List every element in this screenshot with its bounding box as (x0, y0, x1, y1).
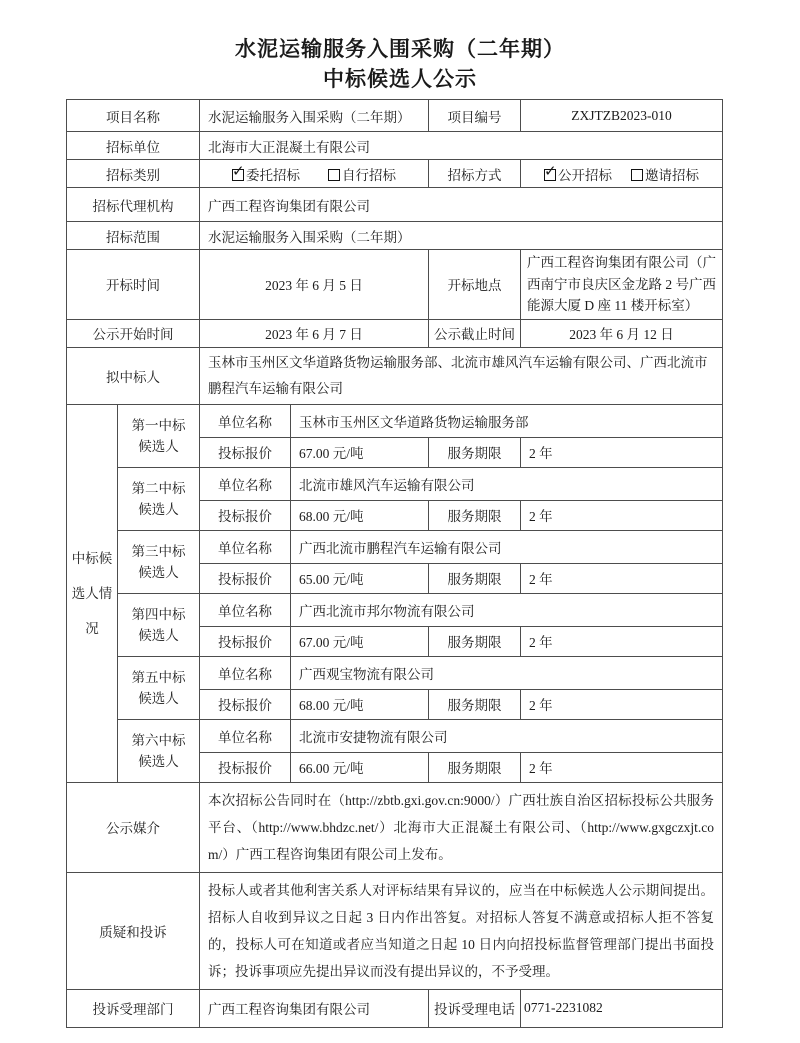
unit-name-label: 单位名称 (200, 404, 291, 437)
candidate-2-rank: 第二中标候选人 (118, 467, 200, 530)
service-period-label: 服务期限 (429, 689, 521, 719)
project-name-label: 项目名称 (67, 100, 200, 132)
bid-opening-time-label: 开标时间 (67, 250, 200, 320)
complaint-dept-label: 投诉受理部门 (67, 989, 200, 1027)
candidate-6-service-period: 2 年 (521, 752, 723, 782)
complaint-phone-label: 投诉受理电话 (429, 989, 521, 1027)
project-no-label: 项目编号 (429, 100, 521, 132)
publicity-start-value: 2023 年 6 月 7 日 (200, 319, 429, 347)
candidate-2-unit-name: 北流市雄风汽车运输有限公司 (291, 467, 723, 500)
tender-method-option-unchecked (631, 164, 699, 184)
project-name-value: 水泥运输服务入围采购（二年期） (200, 100, 429, 132)
publicity-end-label: 公示截止时间 (429, 319, 521, 347)
tender-method-options (521, 160, 723, 188)
tender-method-option-checked (544, 161, 612, 184)
document-title-line2: 中标候选人公示 (323, 67, 477, 91)
option-label: 委托招标 (246, 167, 300, 183)
check-icon: ✓ (544, 161, 557, 180)
candidate-1-rank: 第一中标候选人 (118, 404, 200, 467)
candidate-4-service-period: 2 年 (521, 626, 723, 656)
check-icon: ✓ (232, 161, 245, 180)
agency-value: 广西工程咨询集团有限公司 (200, 188, 723, 222)
tender-category-option-checked (232, 161, 300, 184)
candidate-5-service-period: 2 年 (521, 689, 723, 719)
tender-category-option-unchecked (328, 164, 396, 184)
candidate-1-unit-name: 玉林市玉州区文华道路货物运输服务部 (291, 404, 723, 437)
option-label: 自行招标 (342, 167, 396, 183)
service-period-label: 服务期限 (429, 437, 521, 467)
option-label: 公开招标 (558, 167, 612, 183)
candidate-3-rank: 第三中标候选人 (118, 530, 200, 593)
unit-name-label: 单位名称 (200, 530, 291, 563)
document-title-line1: 水泥运输服务入围采购（二年期） (235, 37, 565, 61)
proposed-winner-label: 拟中标人 (67, 347, 200, 404)
tender-category-label: 招标类别 (67, 160, 200, 188)
option-label: 邀请招标 (645, 167, 699, 183)
candidate-1-service-period: 2 年 (521, 437, 723, 467)
complaint-phone-value: 0771-2231082 (521, 989, 723, 1027)
candidate-6-bid-price: 66.00 元/吨 (291, 752, 429, 782)
unit-name-label: 单位名称 (200, 467, 291, 500)
service-period-label: 服务期限 (429, 626, 521, 656)
candidates-section-label: 中标候选人情况 (67, 404, 118, 782)
bid-opening-place-value: 广西工程咨询集团有限公司（广西南宁市良庆区金龙路 2 号广西能源大厦 D 座 11 楼开标室） (521, 250, 723, 320)
service-period-label: 服务期限 (429, 752, 521, 782)
service-period-label: 服务期限 (429, 500, 521, 530)
tender-method-label: 招标方式 (429, 160, 521, 188)
announcement-table (66, 99, 723, 1028)
candidate-6-rank: 第六中标候选人 (118, 719, 200, 782)
scope-label: 招标范围 (67, 222, 200, 250)
objection-text: 投标人或者其他利害关系人对评标结果有异议的，应当在中标候选人公示期间提出。招标人自收到异议之日起 3 日内作出答复。对招标人答复不满意或招标人拒不答复的，投标人可在知道或者应当知道之日起 10 日内向招投标监督管理部门提出书面投诉；投诉事项应先提出异议而没有提出异议的，不予受理。 (200, 872, 723, 989)
candidate-1-bid-price: 67.00 元/吨 (291, 437, 429, 467)
scope-value: 水泥运输服务入围采购（二年期） (200, 222, 723, 250)
candidate-5-bid-price: 68.00 元/吨 (291, 689, 429, 719)
checkbox-unchecked-icon (631, 169, 643, 181)
bid-price-label: 投标报价 (200, 500, 291, 530)
media-label: 公示媒介 (67, 782, 200, 872)
candidate-4-unit-name: 广西北流市邦尔物流有限公司 (291, 593, 723, 626)
bid-price-label: 投标报价 (200, 563, 291, 593)
unit-name-label: 单位名称 (200, 593, 291, 626)
candidate-3-bid-price: 65.00 元/吨 (291, 563, 429, 593)
candidate-6-unit-name: 北流市安捷物流有限公司 (291, 719, 723, 752)
publicity-end-value: 2023 年 6 月 12 日 (521, 319, 723, 347)
checkbox-checked-icon (544, 161, 557, 181)
objection-label: 质疑和投诉 (67, 872, 200, 989)
tender-category-options (200, 160, 429, 188)
unit-name-label: 单位名称 (200, 656, 291, 689)
checkbox-checked-icon (232, 161, 245, 181)
service-period-label: 服务期限 (429, 563, 521, 593)
checkbox-unchecked-icon (328, 169, 340, 181)
candidate-3-service-period: 2 年 (521, 563, 723, 593)
bid-price-label: 投标报价 (200, 437, 291, 467)
bid-opening-place-label: 开标地点 (429, 250, 521, 320)
bid-price-label: 投标报价 (200, 626, 291, 656)
tender-unit-label: 招标单位 (67, 132, 200, 160)
candidate-4-rank: 第四中标候选人 (118, 593, 200, 656)
unit-name-label: 单位名称 (200, 719, 291, 752)
candidate-2-service-period: 2 年 (521, 500, 723, 530)
candidate-2-bid-price: 68.00 元/吨 (291, 500, 429, 530)
publicity-start-label: 公示开始时间 (67, 319, 200, 347)
candidate-4-bid-price: 67.00 元/吨 (291, 626, 429, 656)
proposed-winner-value: 玉林市玉州区文华道路货物运输服务部、北流市雄风汽车运输有限公司、广西北流市鹏程汽车运输有限公司 (200, 347, 723, 404)
candidate-3-unit-name: 广西北流市鹏程汽车运输有限公司 (291, 530, 723, 563)
bid-opening-time-value: 2023 年 6 月 5 日 (200, 250, 429, 320)
tender-unit-value: 北海市大正混凝土有限公司 (200, 132, 723, 160)
candidate-5-unit-name: 广西观宝物流有限公司 (291, 656, 723, 689)
complaint-dept-value: 广西工程咨询集团有限公司 (200, 989, 429, 1027)
bid-price-label: 投标报价 (200, 752, 291, 782)
project-no-value: ZXJTZB2023-010 (521, 100, 723, 132)
bid-price-label: 投标报价 (200, 689, 291, 719)
media-text: 本次招标公告同时在（http://zbtb.gxi.gov.cn:9000/）广西壮族自治区招标投标公共服务平台、（http://www.bhdzc.net/）北海市大正混凝土有限公司、（http://www.gxgczxjt.com/）广西工程咨询集团有限公司上发布。 (200, 782, 723, 872)
agency-label: 招标代理机构 (67, 188, 200, 222)
candidate-5-rank: 第五中标候选人 (118, 656, 200, 719)
